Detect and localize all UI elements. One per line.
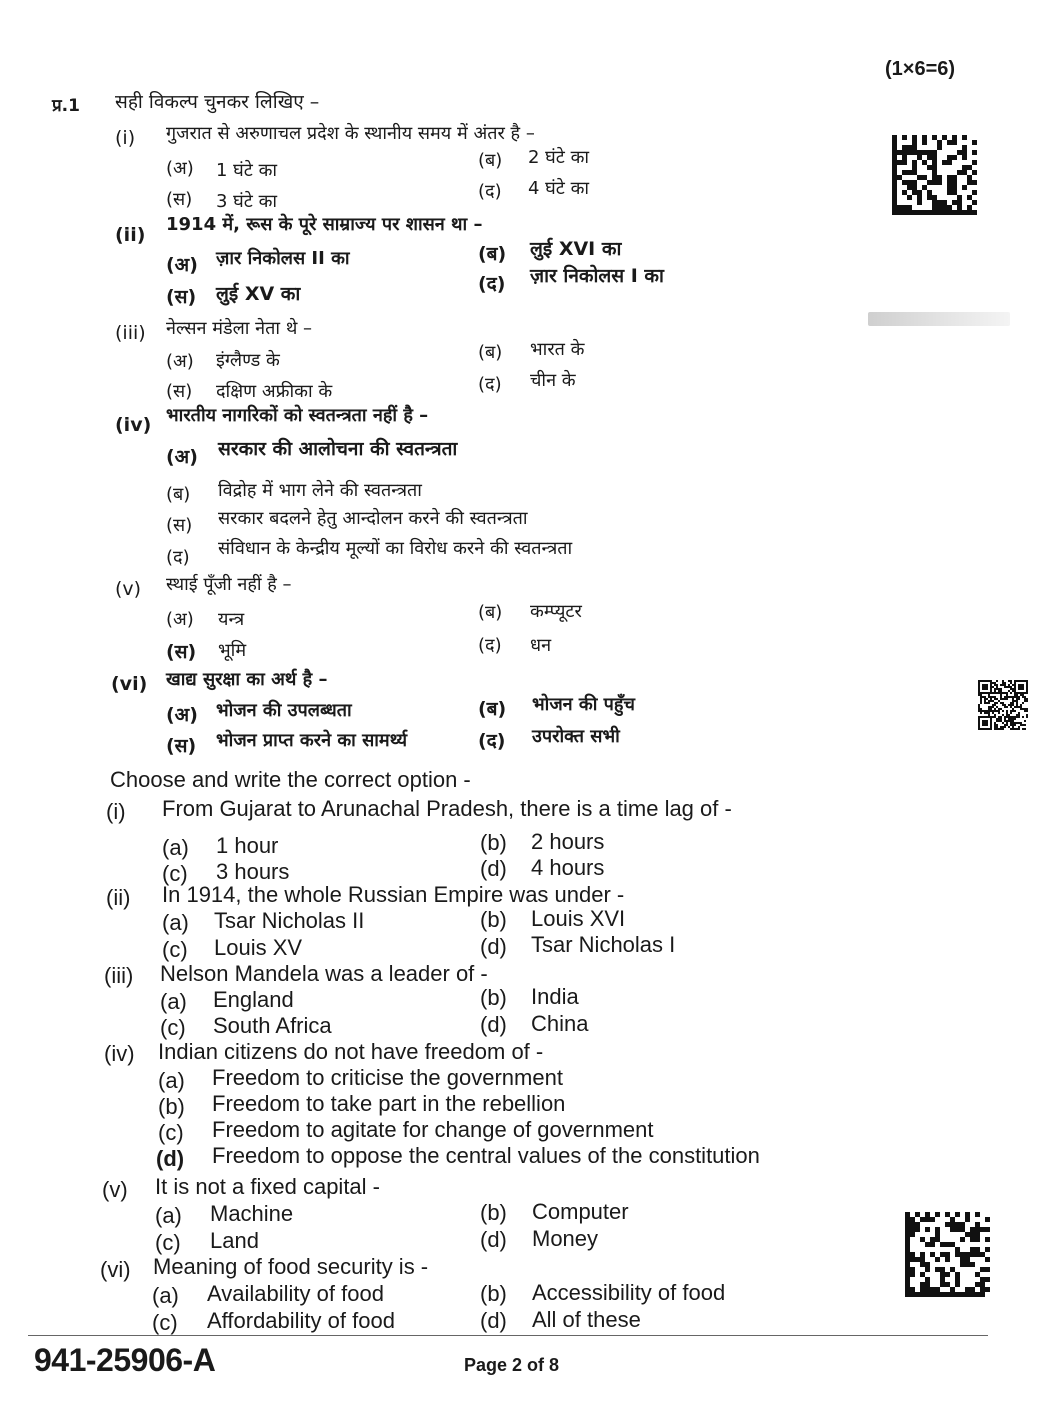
question-number: प्र.1 <box>52 96 80 116</box>
hindi-q4-opt-d-key: (द) <box>166 547 190 568</box>
english-q3-opt-b-key: (b) <box>480 985 507 1010</box>
hindi-q2-opt-a: ज़ार निकोलस II का <box>216 248 350 269</box>
hindi-q6-opt-a: भोजन की उपलब्धता <box>216 700 352 721</box>
english-q2-opt-c-key: (c) <box>162 937 188 962</box>
english-q3-opt-a-key: (a) <box>160 989 187 1014</box>
english-q6-opt-a: Availability of food <box>207 1281 384 1306</box>
english-q2-number: (ii) <box>106 885 131 910</box>
english-q4-opt-c: Freedom to agitate for change of government <box>212 1117 654 1142</box>
english-q5-text: It is not a fixed capital - <box>155 1174 380 1199</box>
english-q1-opt-b: 2 hours <box>531 829 605 854</box>
english-q6-opt-b-key: (b) <box>480 1281 507 1306</box>
english-q3-opt-c: South Africa <box>213 1013 332 1038</box>
hindi-q2-opt-d: ज़ार निकोलस I का <box>530 265 664 287</box>
hindi-q6-opt-d-key: (द) <box>478 730 506 752</box>
hindi-q1-opt-d: 4 घंटे का <box>528 178 590 199</box>
hindi-q5-opt-d-key: (द) <box>478 635 502 656</box>
datamatrix-code-bottom <box>905 1212 991 1300</box>
english-q5-number: (v) <box>102 1177 128 1202</box>
hindi-q2-text: 1914 में, रूस के पूरे साम्राज्य पर शासन था – <box>166 214 483 235</box>
english-q1-opt-c-key: (c) <box>162 861 188 886</box>
english-q5-opt-a: Machine <box>210 1201 294 1226</box>
hindi-q1-opt-d-key: (द) <box>478 181 502 202</box>
hindi-q3-opt-a: इंग्लैण्ड के <box>216 350 280 371</box>
english-q4-opt-b-key: (b) <box>158 1094 185 1119</box>
scan-smudge <box>868 312 1010 326</box>
hindi-q3-opt-b: भारत के <box>530 339 585 360</box>
hindi-q1-opt-c: 3 घंटे का <box>216 191 278 212</box>
english-q5-opt-b: Computer <box>532 1199 629 1224</box>
hindi-q4-opt-b-key: (ब) <box>166 484 191 505</box>
hindi-q4-opt-d: संविधान के केन्द्रीय मूल्यों का विरोध करने की स्वतन्त्रता <box>218 538 573 559</box>
hindi-q4-opt-c-key: (स) <box>166 515 193 536</box>
hindi-q3-opt-a-key: (अ) <box>166 351 194 372</box>
english-q4-text: Indian citizens do not have freedom of - <box>158 1039 544 1064</box>
english-q6-opt-d-key: (d) <box>480 1308 507 1333</box>
hindi-q6-opt-b-key: (ब) <box>478 698 507 720</box>
english-q1-opt-d-key: (d) <box>480 856 507 881</box>
hindi-q1-opt-a: 1 घंटे का <box>216 160 278 181</box>
english-q2-opt-b-key: (b) <box>480 907 507 932</box>
hindi-q5-opt-b: कम्प्यूटर <box>530 601 582 622</box>
hindi-q5-opt-c: भूमि <box>218 640 247 661</box>
hindi-q4-opt-a: सरकार की आलोचना की स्वतन्त्रता <box>218 438 458 460</box>
hindi-q5-opt-a: यन्त्र <box>218 609 245 630</box>
hindi-q6-opt-a-key: (अ) <box>166 704 198 726</box>
english-q3-opt-d: China <box>531 1011 589 1036</box>
english-q2-opt-b: Louis XVI <box>531 906 626 931</box>
hindi-q5-number: (v) <box>115 578 142 600</box>
english-q4-opt-b: Freedom to take part in the rebellion <box>212 1091 566 1116</box>
hindi-q3-opt-d: चीन के <box>530 370 576 391</box>
hindi-q3-opt-b-key: (ब) <box>478 342 503 363</box>
english-q3-opt-d-key: (d) <box>480 1012 507 1037</box>
english-q6-opt-d: All of these <box>532 1307 641 1332</box>
english-q4-opt-c-key: (c) <box>158 1120 184 1145</box>
footer-rule <box>28 1335 988 1336</box>
english-q6-opt-a-key: (a) <box>152 1283 179 1308</box>
english-q4-number: (iv) <box>104 1041 135 1066</box>
hindi-q4-opt-c: सरकार बदलने हेतु आन्दोलन करने की स्वतन्त्रता <box>218 508 528 529</box>
qr-code-small <box>978 680 1028 730</box>
hindi-q3-number: (iii) <box>115 322 146 344</box>
english-q6-text: Meaning of food security is - <box>153 1254 429 1279</box>
english-q6-opt-b: Accessibility of food <box>532 1280 726 1305</box>
english-q6-number: (vi) <box>100 1257 131 1282</box>
hindi-q6-opt-c: भोजन प्राप्त करने का सामर्थ्य <box>216 730 408 751</box>
hindi-q2-opt-d-key: (द) <box>478 273 506 295</box>
english-q5-opt-d-key: (d) <box>480 1227 507 1252</box>
english-q5-opt-b-key: (b) <box>480 1200 507 1225</box>
hindi-q2-opt-b-key: (ब) <box>478 243 507 265</box>
hindi-q6-text: खाद्य सुरक्षा का अर्थ है – <box>166 669 328 690</box>
english-q3-opt-a: England <box>213 987 294 1012</box>
english-q5-opt-c-key: (c) <box>155 1230 181 1255</box>
hindi-q1-number: (i) <box>115 127 136 149</box>
hindi-q2-opt-c: लुई XV का <box>216 283 301 305</box>
english-q2-text: In 1914, the whole Russian Empire was under - <box>162 882 625 907</box>
english-q6-opt-c-key: (c) <box>152 1310 178 1335</box>
hindi-q1-opt-b: 2 घंटे का <box>528 147 590 168</box>
hindi-q3-opt-c-key: (स) <box>166 381 193 402</box>
english-q6-opt-c: Affordability of food <box>207 1308 395 1333</box>
hindi-q6-number: (vi) <box>111 673 148 695</box>
hindi-q4-opt-b: विद्रोह में भाग लेने की स्वतन्त्रता <box>218 480 422 501</box>
english-q1-opt-d: 4 hours <box>531 855 605 880</box>
paper-code: 941-25906-A <box>34 1342 216 1378</box>
hindi-instruction: सही विकल्प चुनकर लिखिए – <box>115 91 320 113</box>
hindi-q4-number: (iv) <box>115 414 152 436</box>
hindi-q5-text: स्थाई पूँजी नहीं है – <box>166 574 292 595</box>
english-q1-opt-b-key: (b) <box>480 830 507 855</box>
english-q1-number: (i) <box>106 799 126 824</box>
hindi-q3-opt-c: दक्षिण अफ्रीका के <box>216 381 333 402</box>
page-number: Page 2 of 8 <box>464 1355 560 1375</box>
hindi-q1-opt-a-key: (अ) <box>166 158 194 179</box>
english-q4-opt-d: Freedom to oppose the central values of the constitution <box>212 1143 760 1168</box>
english-q1-opt-a-key: (a) <box>162 835 189 860</box>
english-q5-opt-c: Land <box>210 1228 259 1253</box>
datamatrix-code-top <box>892 135 977 217</box>
english-q2-opt-d-key: (d) <box>480 934 507 959</box>
english-q2-opt-c: Louis XV <box>214 935 303 960</box>
english-instruction: Choose and write the correct option - <box>110 767 471 792</box>
hindi-q4-text: भारतीय नागरिकों को स्वतन्त्रता नहीं है – <box>166 405 429 426</box>
english-q3-opt-b: India <box>531 984 579 1009</box>
hindi-q1-opt-c-key: (स) <box>166 189 193 210</box>
english-q1-opt-a: 1 hour <box>216 833 279 858</box>
english-q3-text: Nelson Mandela was a leader of - <box>160 961 488 986</box>
english-q4-opt-a: Freedom to criticise the government <box>212 1065 563 1090</box>
english-q2-opt-a: Tsar Nicholas II <box>214 908 365 933</box>
marks-label: (1×6=6) <box>885 58 956 80</box>
english-q4-opt-d-key: (d) <box>156 1146 185 1171</box>
hindi-q2-opt-b: लुई XVI का <box>530 238 622 260</box>
hindi-q1-text: गुजरात से अरुणाचल प्रदेश के स्थानीय समय में अंतर है – <box>166 123 535 144</box>
hindi-q3-opt-d-key: (द) <box>478 374 502 395</box>
hindi-q5-opt-d: धन <box>530 635 552 656</box>
english-q1-opt-c: 3 hours <box>216 859 290 884</box>
english-q4-opt-a-key: (a) <box>158 1068 185 1093</box>
english-q2-opt-d: Tsar Nicholas I <box>531 932 676 957</box>
hindi-q1-opt-b-key: (ब) <box>478 150 503 171</box>
hindi-q2-opt-a-key: (अ) <box>166 254 198 276</box>
hindi-q6-opt-c-key: (स) <box>166 735 197 757</box>
hindi-q2-number: (ii) <box>115 224 146 246</box>
english-q3-number: (iii) <box>104 963 134 988</box>
english-q5-opt-a-key: (a) <box>155 1203 182 1228</box>
hindi-q5-opt-c-key: (स) <box>166 641 197 663</box>
english-q3-opt-c-key: (c) <box>160 1015 186 1040</box>
hindi-q4-opt-a-key: (अ) <box>166 446 198 468</box>
hindi-q5-opt-a-key: (अ) <box>166 609 194 630</box>
english-q5-opt-d: Money <box>532 1226 599 1251</box>
english-q1-text: From Gujarat to Arunachal Pradesh, there is a time lag of - <box>162 796 732 821</box>
hindi-q6-opt-d: उपरोक्त सभी <box>532 726 620 747</box>
hindi-q2-opt-c-key: (स) <box>166 286 197 308</box>
hindi-q3-text: नेल्सन मंडेला नेता थे – <box>166 318 313 339</box>
hindi-q6-opt-b: भोजन की पहुँच <box>532 694 635 715</box>
english-q2-opt-a-key: (a) <box>162 910 189 935</box>
hindi-q5-opt-b-key: (ब) <box>478 602 503 623</box>
